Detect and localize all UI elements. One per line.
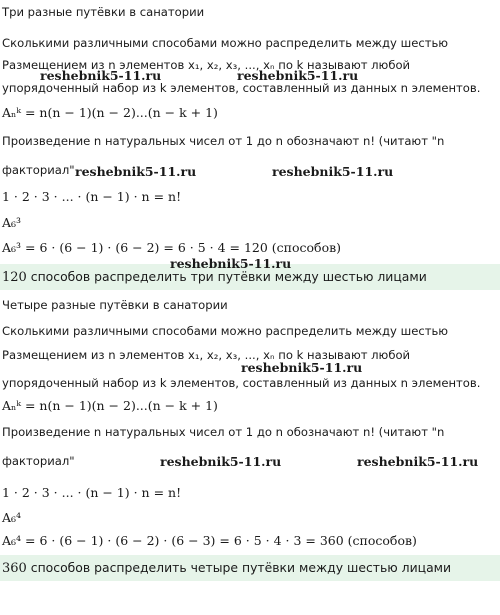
- answer-line-part2: [2, 555, 500, 582]
- definition-b-part2: упорядоченный набор из k элементов, составленный из данных n элементов.: [2, 376, 481, 390]
- answer-text-part1: способов распределить три путёвки между шестью лицами: [26, 269, 427, 284]
- formula-part1: Aₙᵏ = n(n − 1)(n − 2)...(n − k + 1): [2, 105, 218, 120]
- symbol-part2: A₆⁴: [2, 510, 22, 525]
- answer-text-part2: способов распределить четыре путёвки между шестью лицами: [26, 560, 452, 575]
- question-part1: Сколькими различными способами можно распределить между шестью: [2, 36, 449, 50]
- definition-a-part1: Размещением из n элементов x₁, x₂, x₃, ..., xₙ по k называют любой: [2, 58, 411, 72]
- factorial-part2: 1 · 2 · 3 · ... · (n − 1) · n = n!: [2, 485, 182, 500]
- watermark: reshebnik5-11.ru: [237, 68, 359, 83]
- watermark: reshebnik5-11.ru: [75, 164, 197, 179]
- factorial-part1: 1 · 2 · 3 · ... · (n − 1) · n = n!: [2, 189, 182, 204]
- product-a-part1: Произведение n натуральных чисел от 1 до n обозначают n! (читают "n: [2, 134, 445, 148]
- calc-part1: A₆³ = 6 · (6 − 1) · (6 − 2) = 6 · 5 · 4 = 120 (способов): [2, 240, 342, 255]
- definition-a-part2: Размещением из n элементов x₁, x₂, x₃, ..., xₙ по k называют любой: [2, 348, 411, 362]
- watermark: reshebnik5-11.ru: [357, 454, 479, 469]
- heading-part2: Четыре разные путёвки в санатории: [2, 298, 228, 312]
- definition-b-part1: упорядоченный набор из k элементов, составленный из данных n элементов.: [2, 81, 481, 95]
- heading-part1: Три разные путёвки в санатории: [2, 5, 205, 19]
- answer-number-part1: 120: [2, 270, 27, 285]
- answer-number-part2: 360: [2, 561, 27, 576]
- watermark: reshebnik5-11.ru: [241, 360, 363, 375]
- calc-part2: A₆⁴ = 6 · (6 − 1) · (6 − 2) · (6 − 3) = 6 · 5 · 4 · 3 = 360 (способов): [2, 533, 417, 548]
- watermark: reshebnik5-11.ru: [40, 68, 162, 83]
- question-part2: Сколькими различными способами можно распределить между шестью: [2, 324, 449, 338]
- product-b-part2: факториал": [2, 454, 75, 468]
- formula-part2: Aₙᵏ = n(n − 1)(n − 2)...(n − k + 1): [2, 398, 218, 413]
- product-a-part2: Произведение n натуральных чисел от 1 до n обозначают n! (читают "n: [2, 425, 445, 439]
- symbol-part1: A₆³: [2, 215, 22, 230]
- answer-part2: [0, 555, 500, 581]
- watermark: reshebnik5-11.ru: [160, 454, 282, 469]
- product-b-part1: факториал": [2, 163, 75, 177]
- watermark: reshebnik5-11.ru: [272, 164, 394, 179]
- watermark: reshebnik5-11.ru: [170, 256, 292, 271]
